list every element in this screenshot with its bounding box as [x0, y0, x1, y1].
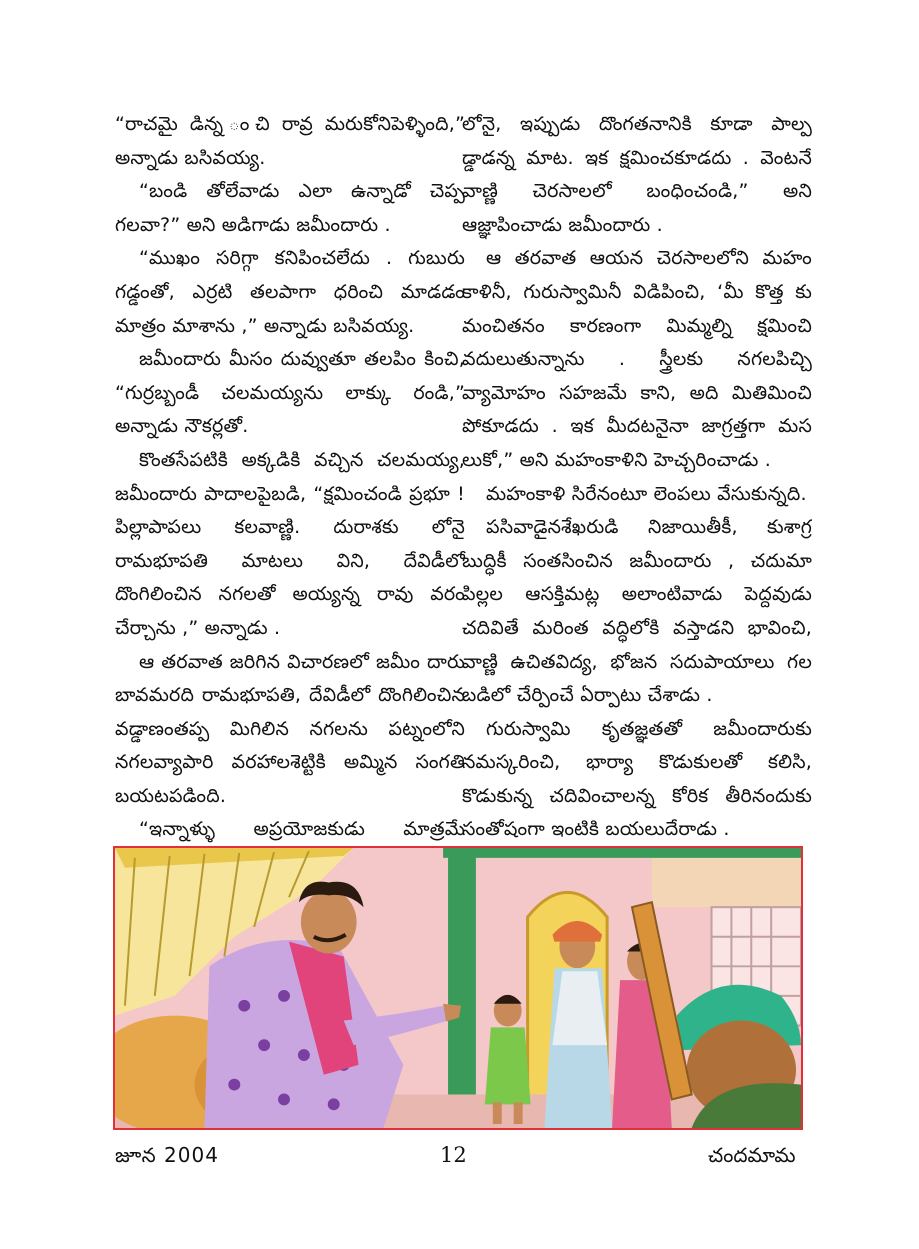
story-illustration: [113, 846, 803, 1130]
paragraph: ఆ తరవాత జరిగిన విచారణలో జమీం దారు బావమరది రామభూపతి, దేవిడీలో దొంగిలించిన వడ్డాణంతప్ప మిగిలిన నగలను పట్నంలోని నగలవ్యాపారి వరహాలశెట్టికి అమ్మిన సంగతి బయటపడింది.: [115, 650, 465, 807]
paragraph: “ఇన్నాళ్ళు అప్రయోజకుడు మాత్రమే: [139, 818, 465, 841]
right-column: [462, 108, 812, 847]
issue-date: జూన 2004: [115, 1143, 219, 1167]
page-number: 12: [440, 1143, 467, 1167]
paragraph: కొంతసేపటికి అక్కడికి వచ్చిన చలమయ్య, జమీందారు పాదాలపైబడి, “క్షమించండి ప్రభూ ! పిల్లాపాపలు కలవాణ్ణి. దురాశకు లోనై రామభూపతి మాటలు విని, దేవిడీలో దొంగిలించిన నగలతో అయ్యన్న రావు వరం చేర్చాను ,” అన్నాడు .: [115, 448, 465, 639]
illustration-drawing: [115, 848, 801, 1128]
magazine-name: చందమామ: [708, 1143, 796, 1167]
paragraph: ఆ తరవాత ఆయన చెరసాలలోని మహం కాళినీ, గురుస్వామినీ విడిపించి, ‘మీ కొత్త కు మంచితనం కారణంగా మిమ్మల్ని క్షమించి వదులుతున్నాను . స్త్రీలకు నగలపిచ్చి వ్యామోహం సహజమే కాని, అది మితిమించి పోకూడదు . ఇక మీదటనైనా జాగ్రత్తగా మస లుకో,” అని మహంకాళిని హెచ్చరించాడు .: [462, 247, 812, 471]
left-column: [115, 108, 465, 881]
paragraph: లోనై, ఇప్పుడు దొంగతనానికి కూడా పాల్ప డ్డాడన్న మాట. ఇక క్షమించకూడదు . వెంటనే వాణ్ణి చెరసాలలో బంధించండి,” అని ఆజ్ఞాపించాడు జమీందారు .: [462, 113, 812, 236]
paragraph: మహంకాళి సిరేనంటూ లెంపలు వేసుకున్నది.: [486, 482, 807, 505]
paragraph: “రాచమై డిన్న ంచి రావ్ర మరుకోనిపెళ్ళింది,” అన్నాడు బసివయ్య.: [115, 113, 465, 169]
paragraph: జమీందారు మీసం దువ్వుతూ తలపిం కించి, “గుర్రబ్బండీ చలమయ్యను లాక్కు రండి,” అన్నాడు నౌకర్లతో.: [115, 348, 465, 438]
paragraph: “బండి తోలేవాడు ఎలా ఉన్నాడో చెప్ప గలవా?” అని అడిగాడు జమీందారు .: [115, 180, 465, 236]
paragraph: పసివాడైనశేఖరుడి నిజాయితీకీ, కుశాగ్ర బుద్ధికీ సంతసించిన జమీందారు , చదుమా పిల్లల ఆసక్తిమట్ల అలాంటివాడు పెద్దవుడు చదివితే మరింత వద్ధిలోకి వస్తాడని భావించి, వాణ్ణి ఉచితవిద్య, భోజన సదుపాయాలు గల బడిలో చేర్పించే ఏర్పాటు చేశాడు .: [462, 516, 812, 707]
paragraph: “ముఖం సరిగ్గా కనిపించలేదు . గుబురు గడ్డంతో, ఎర్రటి తలపాగా ధరించి మాడడం మాత్రం మాశాను ,” అన్నాడు బసివయ్య.: [115, 247, 465, 337]
paragraph: గురుస్వామి కృతజ్ఞతతో జమీందారుకు నమస్కరించి, భార్యా కొడుకులతో కలిసి, కొడుకున్న చదివించాలన్న కోరిక తీరినందుకు సంతోషంగా ఇంటికి బయలుదేరాడు .: [462, 717, 812, 841]
